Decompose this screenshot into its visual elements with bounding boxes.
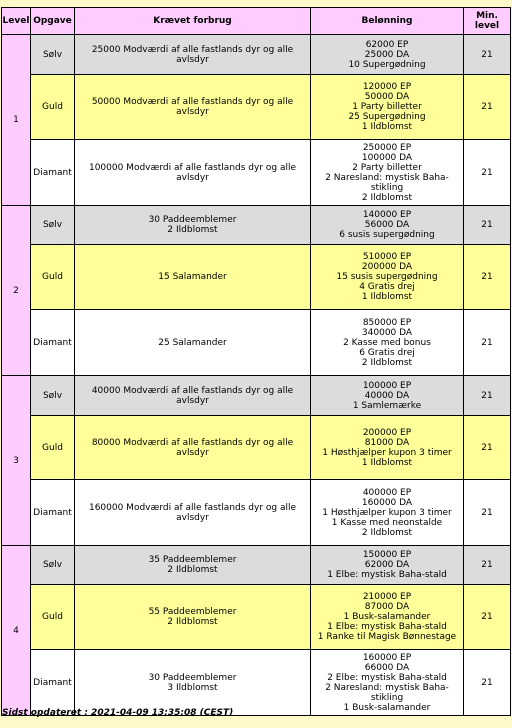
reward-line: 2 Ildblomst	[361, 527, 413, 538]
min-level-cell: 21	[464, 245, 511, 310]
level-cell: 3	[2, 376, 31, 546]
reward-line: 1 Elbe: mystisk Baha-stald	[327, 570, 447, 580]
header-task: Opgave	[31, 8, 75, 35]
reward-line: 25 Supergødning	[348, 112, 426, 122]
task-tier-guld: Guld	[31, 75, 75, 140]
table-body	[2, 35, 511, 716]
requirement-line: 80000 Modværdi af alle fastlands dyr og alle avlsdyr	[91, 437, 294, 458]
reward-line: 160000 EP	[362, 652, 412, 663]
level-cell: 1	[2, 35, 31, 206]
reward-line: 1 Ranke til Magisk Bønnestage	[317, 632, 457, 642]
reward-line: 340000 DA	[361, 327, 413, 338]
task-tier-diamant: Diamant	[31, 310, 75, 376]
min-level-cell: 21	[464, 376, 511, 416]
reward-line: 2 Ildblomst	[361, 192, 413, 203]
reward-cell	[311, 35, 464, 75]
header-row	[2, 8, 511, 35]
requirement-cell	[75, 310, 311, 376]
reward-line: 850000 EP	[362, 317, 412, 328]
task-tier-guld: Guld	[31, 585, 75, 650]
reward-line: 1 Busk-salamander	[343, 702, 431, 713]
requirement-line: 3 Ildblomst	[167, 682, 218, 693]
reward-line: 1 Ildblomst	[361, 292, 413, 302]
requirement-cell	[75, 75, 311, 140]
task-tier-solv: Sølv	[31, 35, 75, 75]
reward-line: 1 Busk-salamander	[343, 612, 431, 622]
level-cell: 2	[2, 206, 31, 376]
requirement-cell	[75, 650, 311, 716]
requirement-line: 2 Ildblomst	[167, 617, 218, 627]
reward-line: 2 Elbe: mystisk Baha-stald	[327, 672, 447, 683]
task-tier-solv: Sølv	[31, 376, 75, 416]
min-level-cell: 21	[464, 585, 511, 650]
reward-line: 1 Party billetter	[352, 102, 422, 112]
requirement-line: 30 Paddeemblemer	[148, 215, 237, 225]
requirement-cell	[75, 245, 311, 310]
reward-line: 1 Elbe: mystisk Baha-stald	[327, 622, 447, 632]
reward-line: 1 Høsthjælper kupon 3 timer	[322, 507, 452, 518]
reward-line: 160000 DA	[361, 497, 413, 508]
task-tier-diamant: Diamant	[31, 140, 75, 206]
table-row	[2, 75, 511, 140]
reward-line: 62000 EP	[365, 39, 409, 50]
requirement-cell	[75, 376, 311, 416]
table-row	[2, 480, 511, 546]
reward-line: 66000 DA	[364, 662, 410, 673]
reward-line: 120000 EP	[362, 82, 412, 92]
requirement-line: 2 Ildblomst	[167, 565, 218, 575]
table-row	[2, 245, 511, 310]
requirement-line: 35 Paddeemblemer	[148, 555, 237, 565]
reward-line: 25000 DA	[364, 49, 410, 60]
requirement-line: 25000 Modværdi af alle fastlands dyr og alle avlsdyr	[91, 44, 294, 65]
reward-line: 150000 EP	[362, 550, 412, 560]
reward-cell	[311, 140, 464, 206]
reward-line: 2 Party billetter	[352, 162, 422, 173]
min-level-cell: 21	[464, 35, 511, 75]
reward-line: 1 Ildblomst	[361, 122, 413, 132]
reward-line: 10 Supergødning	[348, 59, 426, 70]
min-level-cell: 21	[464, 650, 511, 716]
table-row	[2, 546, 511, 585]
reward-line: 1 Samlemærke	[352, 400, 422, 411]
reward-cell	[311, 310, 464, 376]
requirement-cell	[75, 585, 311, 650]
reward-line: 2 Naresland: mystisk Baha-stikling	[325, 682, 449, 703]
reward-line: 56000 DA	[364, 220, 410, 230]
table-row	[2, 585, 511, 650]
header-min-level: Min. level	[464, 8, 511, 35]
requirement-line: 50000 Modværdi af alle fastlands dyr og alle avlsdyr	[91, 97, 294, 117]
task-tier-diamant: Diamant	[31, 480, 75, 546]
reward-line: 2 Naresland: mystisk Baha-stikling	[325, 172, 449, 193]
requirement-cell	[75, 206, 311, 245]
reward-line: 1 Kasse med neonstalde	[331, 517, 443, 528]
last-updated-footer: Sidst opdateret : 2021-04-09 13:35:08 (CEST)	[2, 708, 234, 718]
header-level: Level	[2, 8, 31, 35]
requirement-line: 25 Salamander	[158, 337, 227, 348]
reward-cell	[311, 546, 464, 585]
requirement-line: 2 Ildblomst	[167, 225, 218, 235]
requirement-line: 160000 Modværdi af alle fastlands dyr og alle avlsdyr	[88, 502, 297, 523]
reward-line: 1 Ildblomst	[361, 457, 413, 468]
reward-line: 50000 DA	[364, 92, 410, 102]
requirement-line: 30 Paddeemblemer	[148, 672, 237, 683]
requirement-cell	[75, 546, 311, 585]
reward-cell	[311, 376, 464, 416]
table-row	[2, 310, 511, 376]
header-requirement: Krævet forbrug	[75, 8, 311, 35]
reward-line: 250000 EP	[362, 142, 412, 153]
level-cell: 4	[2, 546, 31, 716]
table-row	[2, 650, 511, 716]
requirement-line: 40000 Modværdi af alle fastlands dyr og alle avlsdyr	[91, 385, 294, 406]
reward-cell	[311, 206, 464, 245]
reward-line: 200000 EP	[362, 427, 412, 438]
reward-line: 2 Ildblomst	[361, 357, 413, 368]
min-level-cell: 21	[464, 480, 511, 546]
requirement-cell	[75, 480, 311, 546]
reward-line: 6 susis supergødning	[339, 230, 435, 240]
rewards-table	[1, 7, 511, 716]
reward-line: 2 Kasse med bonus	[343, 337, 431, 348]
min-level-cell: 21	[464, 206, 511, 245]
reward-line: 100000 EP	[362, 380, 412, 391]
min-level-cell: 21	[464, 416, 511, 480]
task-tier-solv: Sølv	[31, 546, 75, 585]
table-row	[2, 376, 511, 416]
reward-cell	[311, 650, 464, 716]
reward-cell	[311, 75, 464, 140]
table-row	[2, 35, 511, 75]
requirement-cell	[75, 416, 311, 480]
requirement-cell	[75, 140, 311, 206]
reward-line: 62000 DA	[364, 560, 410, 570]
requirement-line: 15 Salamander	[158, 272, 227, 282]
table-row	[2, 206, 511, 245]
min-level-cell: 21	[464, 546, 511, 585]
requirement-cell	[75, 35, 311, 75]
min-level-cell: 21	[464, 140, 511, 206]
header-reward: Belønning	[311, 8, 464, 35]
reward-line: 140000 EP	[362, 210, 412, 220]
requirement-line: 100000 Modværdi af alle fastlands dyr og alle avlsdyr	[88, 162, 297, 183]
reward-line: 4 Gratis drej	[359, 282, 415, 292]
reward-line: 6 Gratis drej	[359, 347, 415, 358]
reward-cell	[311, 585, 464, 650]
requirement-line: 55 Paddeemblemer	[148, 607, 237, 617]
min-level-cell: 21	[464, 75, 511, 140]
reward-line: 81000 DA	[364, 437, 410, 448]
reward-cell	[311, 416, 464, 480]
table-row	[2, 416, 511, 480]
table-row	[2, 140, 511, 206]
reward-line: 1 Høsthjælper kupon 3 timer	[322, 447, 452, 458]
task-tier-guld: Guld	[31, 245, 75, 310]
reward-line: 100000 DA	[361, 152, 413, 163]
reward-line: 40000 DA	[364, 390, 410, 401]
task-tier-solv: Sølv	[31, 206, 75, 245]
task-tier-guld: Guld	[31, 416, 75, 480]
reward-line: 15 susis supergødning	[336, 272, 438, 282]
min-level-cell: 21	[464, 310, 511, 376]
reward-line: 87000 DA	[364, 602, 410, 612]
reward-line: 510000 EP	[362, 252, 412, 262]
task-tier-diamant: Diamant	[31, 650, 75, 716]
reward-line: 400000 EP	[362, 487, 412, 498]
reward-cell	[311, 480, 464, 546]
reward-line: 210000 EP	[362, 592, 412, 602]
reward-line: 200000 DA	[361, 262, 413, 272]
reward-cell	[311, 245, 464, 310]
